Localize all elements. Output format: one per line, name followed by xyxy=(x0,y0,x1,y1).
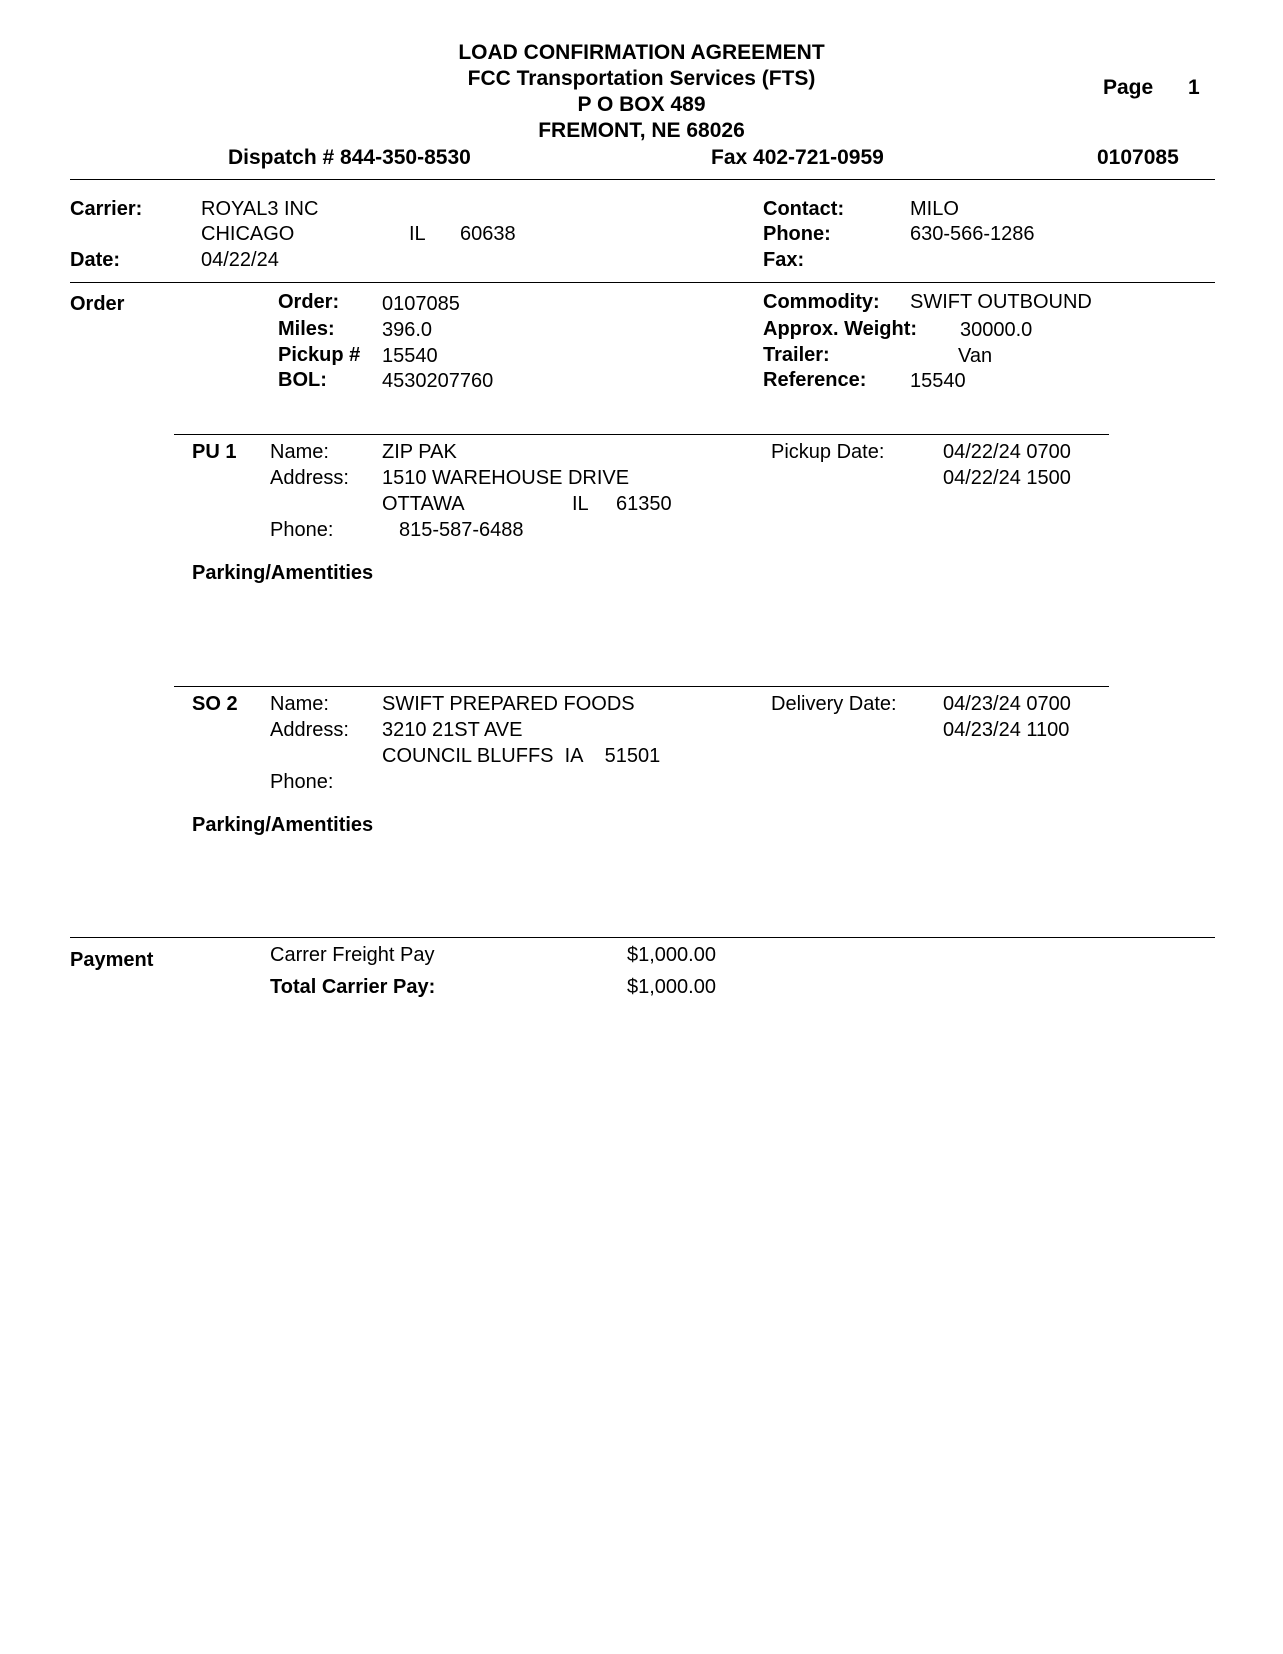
date-label: Date: xyxy=(70,249,121,271)
total-pay-amount: $1,000.00 xyxy=(627,976,716,998)
stop1-date-from: 04/22/24 0700 xyxy=(943,441,1071,463)
stop2-code: SO 2 xyxy=(192,693,238,715)
company-address-line2: FREMONT, NE 68026 xyxy=(538,119,745,142)
document-number: 0107085 xyxy=(1097,146,1179,169)
pickup-number-value: 15540 xyxy=(382,345,438,367)
bol-value: 4530207760 xyxy=(382,370,494,392)
carrier-name: ROYAL3 INC xyxy=(201,198,319,220)
stop2-name: SWIFT PREPARED FOODS xyxy=(382,693,635,715)
order-value: 0107085 xyxy=(382,293,460,315)
stop2-phone-label: Phone: xyxy=(270,771,334,793)
stop1-phone-label: Phone: xyxy=(270,519,334,541)
stop2-date-to: 04/23/24 1100 xyxy=(943,719,1070,741)
stop1-state: IL xyxy=(572,493,589,515)
carrier-divider xyxy=(70,282,1215,283)
fax-label: Fax: xyxy=(763,249,805,271)
stop1-address: 1510 WAREHOUSE DRIVE xyxy=(382,467,630,489)
reference-label: Reference: xyxy=(763,369,867,391)
carrier-zip: 60638 xyxy=(460,223,516,245)
contact-value: MILO xyxy=(910,198,959,220)
trailer-label: Trailer: xyxy=(763,344,830,366)
page-label: Page xyxy=(1103,76,1154,99)
reference-value: 15540 xyxy=(910,370,966,392)
company-name: FCC Transportation Services (FTS) xyxy=(467,67,816,90)
payment-divider xyxy=(70,937,1215,938)
stop1-city: OTTAWA xyxy=(382,493,465,515)
order-section-label: Order xyxy=(70,293,125,315)
stop2-divider xyxy=(174,686,1109,687)
stop1-phone: 815-587-6488 xyxy=(399,519,524,541)
stop1-name-label: Name: xyxy=(270,441,329,463)
carrier-state: IL xyxy=(409,223,426,245)
stop1-zip: 61350 xyxy=(616,493,672,515)
stop1-code: PU 1 xyxy=(192,441,237,463)
header-divider xyxy=(70,179,1215,180)
document-title: LOAD CONFIRMATION AGREEMENT xyxy=(458,41,825,64)
stop1-date-to: 04/22/24 1500 xyxy=(943,467,1071,489)
stop2-city-line: COUNCIL BLUFFS IA 51501 xyxy=(382,745,661,767)
pickup-number-label: Pickup # xyxy=(278,344,361,366)
payment-section-label: Payment xyxy=(70,949,154,971)
freight-pay-label: Carrer Freight Pay xyxy=(270,944,435,966)
stop1-address-label: Address: xyxy=(270,467,349,489)
miles-value: 396.0 xyxy=(382,319,433,341)
stop2-date-from: 04/23/24 0700 xyxy=(943,693,1071,715)
order-label: Order: xyxy=(278,291,340,313)
phone-value: 630-566-1286 xyxy=(910,223,1035,245)
phone-label: Phone: xyxy=(763,223,831,245)
stop2-address-label: Address: xyxy=(270,719,349,741)
bol-label: BOL: xyxy=(278,369,327,391)
carrier-label: Carrier: xyxy=(70,198,143,220)
stop1-parking-label: Parking/Amentities xyxy=(192,562,374,584)
commodity-value: SWIFT OUTBOUND xyxy=(910,291,1092,313)
company-address-line1: P O BOX 489 xyxy=(577,93,706,116)
contact-label: Contact: xyxy=(763,198,845,220)
stop2-name-label: Name: xyxy=(270,693,329,715)
stop2-address: 3210 21ST AVE xyxy=(382,719,523,741)
miles-label: Miles: xyxy=(278,318,335,340)
carrier-city: CHICAGO xyxy=(201,223,295,245)
stop2-date-label: Delivery Date: xyxy=(771,693,897,715)
trailer-value: Van xyxy=(958,345,993,367)
weight-value: 30000.0 xyxy=(960,319,1033,341)
commodity-label: Commodity: xyxy=(763,291,880,313)
total-pay-label: Total Carrier Pay: xyxy=(270,976,436,998)
dispatch-number: Dispatch # 844-350-8530 xyxy=(228,146,471,169)
freight-pay-amount: $1,000.00 xyxy=(627,944,716,966)
stop1-divider xyxy=(174,434,1109,435)
weight-label: Approx. Weight: xyxy=(763,318,918,340)
fax-number: Fax 402-721-0959 xyxy=(711,146,884,169)
stop1-name: ZIP PAK xyxy=(382,441,457,463)
stop1-date-label: Pickup Date: xyxy=(771,441,885,463)
page-number: 1 xyxy=(1188,76,1200,99)
carrier-date: 04/22/24 xyxy=(201,249,279,271)
stop2-parking-label: Parking/Amentities xyxy=(192,814,374,836)
